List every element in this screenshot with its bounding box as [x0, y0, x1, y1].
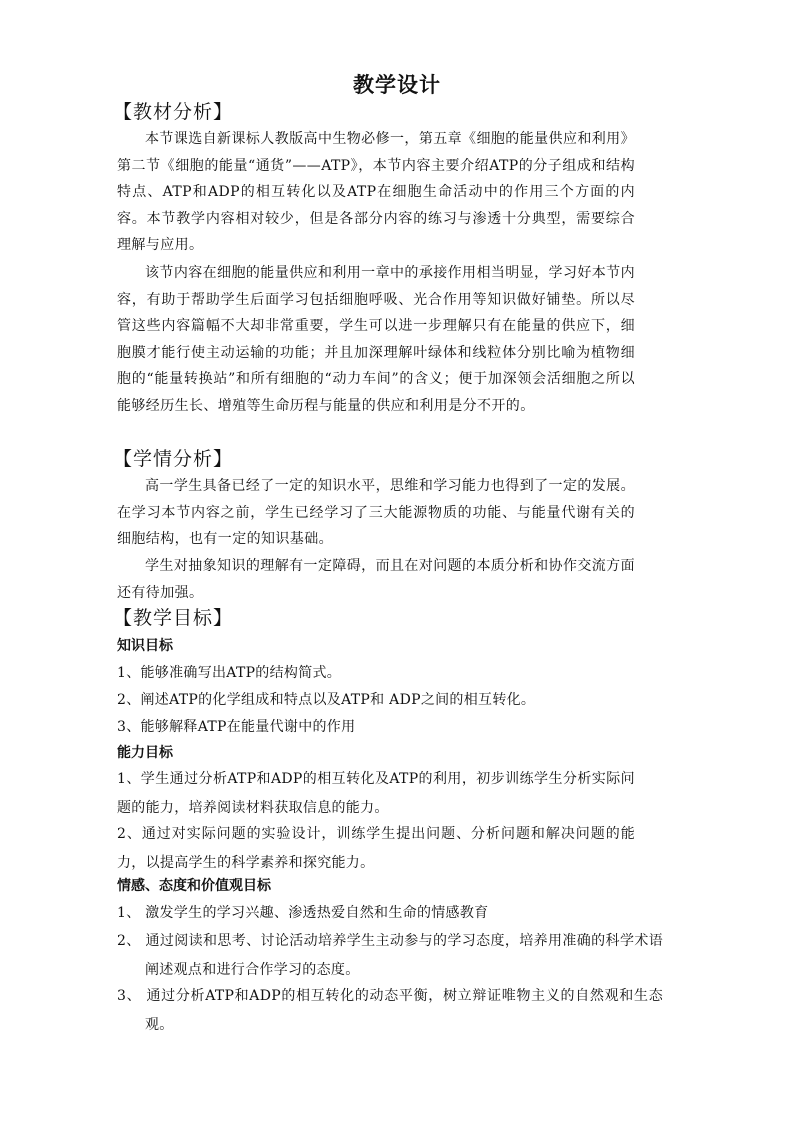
page-title: 教学设计 — [353, 72, 441, 97]
paragraph-textbook-2: 该节内容在细胞的能量供应和利用一章中的承接作用相当明显，学习好本节内容，有助于帮助学生后面学习包括细胞呼吸、光合作用等知识做好铺垫。所以尽管这些内容篇幅不大却非常重要，学生可以进一步理解只有在能量的供应下，细胞膜才能行使主动运输的功能；并且加深理解叶绿体和线粒体分别比喻为植物细胞的“能量转换站”和所有细胞的“动力车间”的含义；便于加深领会活细胞之所以能够经历生长、增殖等生命历程与能量的供应和利用是分不开的。 — [117, 265, 635, 414]
paragraph-textbook-1: 本节课选自新课标人教版高中生物必修一，第五章《细胞的能量供应和利用》第二节《细胞的能量“通货”——ATP》，本节内容主要介绍ATP的分子组成和结构特点、ATP和ADP的相互转化以及ATP在细胞生命活动中的作用三个方面的内容。本节教学内容相对较少，但是各部分内容的练习与渗透十分典型，需要综合理解与应用。 — [117, 131, 635, 254]
subheading-affective-goals: 情感、态度和价值观目标 — [117, 878, 271, 894]
knowledge-goal-item: 2、阐述ATP的化学组成和特点以及ATP和 ADP之间的相互转化。 — [117, 692, 536, 708]
ability-goal-item: 2、通过对实际问题的实验设计，训练学生提出问题、分析问题和解决问题的能力，以提高学生的科学素养和探究能力。 — [117, 826, 635, 871]
section-heading-teaching-goals: 【教学目标】 — [113, 607, 234, 629]
affective-goal-item: 1、 激发学生的学习兴趣、渗透热爱自然和生命的情感教育 — [117, 905, 489, 921]
section-heading-learner-analysis: 【学情分析】 — [113, 448, 234, 470]
paragraph-learners-1: 高一学生具备已经了一定的知识水平，思维和学习能力也得到了一定的发展。在学习本节内容之前，学生已经学习了三大能源物质的功能、与能量代谢有关的细胞结构，也有一定的知识基础。 — [117, 478, 635, 548]
paragraph-learners-2: 学生对抽象知识的理解有一定障碍，而且在对问题的本质分析和协作交流方面还有待加强。 — [117, 558, 635, 601]
ability-goal-item: 1、学生通过分析ATP和ADP的相互转化及ATP的利用，初步训练学生分析实际问题的能力，培养阅读材料获取信息的能力。 — [117, 771, 635, 816]
section-heading-textbook-analysis: 【教材分析】 — [113, 101, 234, 123]
subheading-ability-goals: 能力目标 — [117, 745, 173, 761]
affective-goal-item: 2、 通过阅读和思考、讨论活动培养学生主动参与的学习态度，培养用准确的科学术语阐述观点和进行合作学习的态度。 — [117, 933, 663, 978]
knowledge-goal-item: 1、能够准确写出ATP的结构简式。 — [117, 665, 342, 681]
subheading-knowledge-goals: 知识目标 — [117, 638, 173, 654]
affective-goal-item: 3、 通过分析ATP和ADP的相互转化的动态平衡，树立辩证唯物主义的自然观和生态观。 — [117, 988, 663, 1033]
knowledge-goal-item: 3、能够解释ATP在能量代谢中的作用 — [117, 719, 356, 735]
